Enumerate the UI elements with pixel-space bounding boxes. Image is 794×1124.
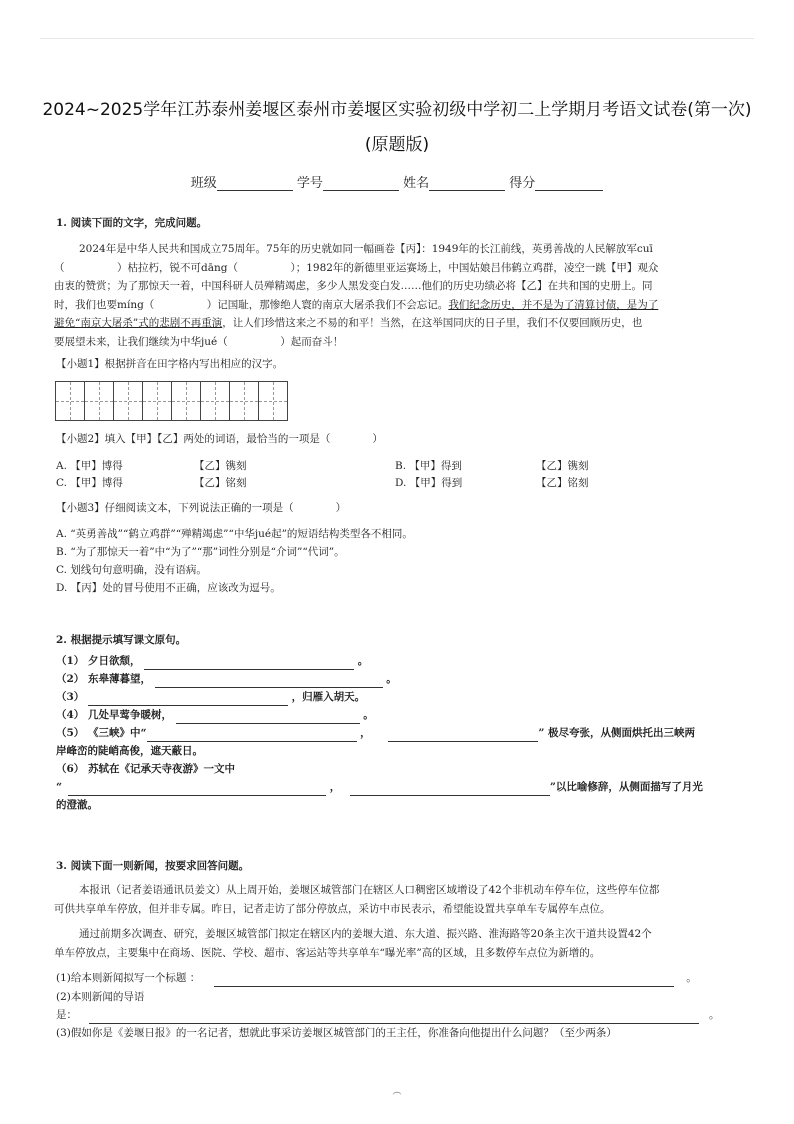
option-a[interactable]: A. 【甲】博得 — [56, 460, 123, 472]
option-c[interactable]: C. 划线句句意明确，没有语病。 — [56, 564, 207, 576]
period: 。 — [357, 655, 369, 667]
answer-line[interactable] — [176, 711, 360, 724]
passage-line — [54, 314, 738, 333]
item-tail: ” 极尽夸张，从侧面烘托出三峡两 — [538, 727, 696, 739]
tianzige-cell[interactable] — [142, 381, 172, 421]
answer-line[interactable] — [68, 783, 326, 796]
passage-line: 由衷的赞赏；为了那惊天一着，中国科研人员殚精竭虑，多少人黑发变白发……他们的历史功绩必将【乙】在共和国的史册上。同 — [54, 280, 653, 292]
underlined-sentence: 我们纪念历史，并不是为了清算 — [448, 298, 596, 311]
name-label: 姓名 — [403, 176, 430, 191]
item-text: （4） 几处早莺争暖树， — [56, 709, 172, 721]
option-c[interactable]: C. 【甲】博得 — [56, 477, 123, 489]
option-a[interactable]: A. “英勇善战”“鹤立鸡群”“殚精竭虑”“中华jué起”的短语结构类型各不相同。 — [56, 528, 413, 540]
ask-text: (1)给本则新闻拟写一个标题 ： — [56, 972, 201, 984]
tianzige-cell[interactable] — [84, 381, 114, 421]
item-tail: ，归雁入胡天。 — [291, 691, 366, 703]
q2-item-6: （6） 苏轼在《记承天寺夜游》一文中 — [56, 763, 235, 775]
q1-sub2: 【小题2】填入【甲】【乙】两处的词语，最恰当的一项是（ ） — [56, 433, 383, 445]
answer-line[interactable] — [388, 729, 538, 742]
class-blank[interactable] — [217, 176, 293, 191]
q1-heading: 1. 阅读下面的文字，完成问题。 — [56, 217, 208, 229]
q3-news — [54, 881, 738, 962]
score-label: 得分 — [509, 176, 536, 191]
answer-line[interactable] — [155, 675, 383, 688]
option-d[interactable]: D. 【甲】得到 — [395, 477, 463, 489]
passage-line — [54, 296, 738, 315]
q2-item-5 — [56, 724, 695, 742]
period: 。 — [686, 972, 697, 984]
tianzige-cell[interactable] — [200, 381, 230, 421]
item-tail: ”以比喻修辞，从侧面描写了月光 — [549, 781, 703, 793]
page-mark: ︵ — [392, 1087, 402, 1097]
answer-line[interactable] — [350, 783, 550, 796]
q3-ask-3: (3)假如你是《姜堰日报》的一名记者，想就此事采访姜堰区城管部门的王主任，你准备向他提出什么问题？（至少两条） — [56, 1027, 617, 1039]
q3-ask-2: (2)本则新闻的导语 — [56, 991, 145, 1003]
id-label: 学号 — [296, 176, 323, 191]
option-c-b: 【乙】铭刻 — [194, 477, 247, 489]
q3-ask-1 — [56, 969, 697, 987]
option-d[interactable]: D. 【丙】处的冒号使用不正确，应该改为逗号。 — [56, 582, 281, 594]
q3-ask-2-cont — [56, 1006, 720, 1024]
period: 。 — [386, 673, 397, 685]
id-blank[interactable] — [323, 176, 399, 191]
answer-line[interactable] — [147, 729, 357, 742]
underlined-sentence-2: 讨债，是为了 — [595, 298, 659, 311]
q3-heading: 3. 阅读下面一则新闻，按要求回答问题。 — [56, 860, 250, 872]
news-line: 可供共享单车停放，但并非专属。昨日，记者走访了部分停放点，采访中市民表示，希望能设置共享单车专属停车点位。 — [54, 902, 611, 915]
option-d-b: 【乙】铭刻 — [536, 477, 589, 489]
period: 。 — [363, 709, 374, 721]
answer-line[interactable] — [88, 693, 288, 706]
ask-text: 是： — [56, 1009, 77, 1021]
q2-item-6-cont — [56, 778, 703, 796]
class-label: 班级 — [190, 176, 217, 191]
q2-item-1 — [56, 652, 368, 670]
item-text: （5） 《三峡》中“ — [56, 727, 147, 739]
q1-sub1: 【小题1】根据拼音在田字格内写出相应的汉字。 — [56, 358, 284, 370]
item-text: （3） — [56, 691, 85, 703]
student-info-row — [0, 172, 794, 191]
passage-line: （ ）枯拉朽，锐不可dāng（ ）；1982年的新德里亚运赛场上，中国姑娘吕伟鹤立鸡群，凌空一跳【甲】观众 — [54, 261, 659, 274]
tianzige-cell[interactable] — [258, 381, 288, 421]
passage-text: ，让人们珍惜这来之不易的和平！当然，在这举国同庆的日子里，我们不仅要回顾历史，也 — [222, 317, 643, 329]
passage-line: 要展望未来，让我们继续为中华jué（ ）起而奋斗！ — [54, 335, 344, 348]
q2-item-5-cont: 岸峰峦的陡峭高俊，遮天蔽日。 — [56, 745, 203, 757]
option-a-b: 【乙】镌刻 — [194, 460, 247, 472]
underlined-sentence-3: 避免“南京大屠杀”式的悲剧不再重演 — [54, 317, 223, 329]
item-text: （1） 夕日欲颓， — [56, 655, 141, 667]
open-quote: “ — [56, 781, 63, 793]
q2-item-3 — [56, 688, 365, 706]
q2-item-2 — [56, 670, 397, 688]
option-b[interactable]: B. 【甲】得到 — [395, 460, 462, 472]
option-b[interactable]: B. “为了那惊天一着”中“为了”“那”词性分别是“介词”“代词”。 — [56, 546, 345, 558]
top-rule — [40, 38, 754, 39]
news-line: 单车停放点，主要集中在商场、医院、学校、超市、客运站等共享单车“曝光率”高的区域，且多数停车点位为新增的。 — [54, 946, 601, 959]
q1-sub3: 【小题3】仔细阅读文本，下列说法正确的一项是（ ） — [56, 502, 347, 514]
name-blank[interactable] — [429, 176, 505, 191]
q2-item-4 — [56, 706, 374, 724]
q2-heading: 2. 根据提示填写课文原句。 — [56, 634, 187, 646]
item-text: （2） 东皋薄暮望， — [56, 673, 151, 685]
passage-text: 时，我们也要míng（ ）记国耻，那惨绝人寰的南京大屠杀我们不会忘记。 — [54, 298, 449, 311]
tianzige-cell[interactable] — [113, 381, 143, 421]
period: 。 — [709, 1009, 720, 1021]
page-subtitle: (原题版) — [364, 135, 430, 155]
score-blank[interactable] — [535, 176, 603, 191]
q2-item-6-end: 的澄澈。 — [56, 799, 98, 811]
comma: ， — [360, 727, 371, 739]
answer-line[interactable] — [214, 974, 674, 987]
tianzige-cell[interactable] — [55, 381, 85, 421]
tianzige-grid — [56, 381, 288, 421]
option-b-b: 【乙】镌刻 — [536, 460, 589, 472]
q1-passage — [54, 240, 738, 351]
comma: ， — [329, 781, 341, 793]
answer-line[interactable] — [144, 657, 354, 670]
news-line: 本报讯（记者姜语通讯员姜文）从上周开始，姜堰区城管部门在辖区人口稠密区域增设了42个非机动车停车位，这些停车位都 — [58, 884, 660, 896]
tianzige-cell[interactable] — [171, 381, 201, 421]
answer-line[interactable] — [89, 1011, 699, 1024]
page-title: 2024~2025学年江苏泰州姜堰区泰州市姜堰区实验初级中学初二上学期月考语文试卷(第一次) — [42, 100, 752, 120]
tianzige-cell[interactable] — [229, 381, 259, 421]
news-line: 通过前期多次调查、研究，姜堰区城管部门拟定在辖区内的姜堰大道、东大道、振兴路、淮海路等20条主次干道共设置42个 — [58, 928, 652, 940]
passage-line: 2024年是中华人民共和国成立75周年。75年的历史就如同一幅画卷【丙】：1949年的长江前线，英勇善战的人民解放军cuī — [58, 243, 653, 255]
